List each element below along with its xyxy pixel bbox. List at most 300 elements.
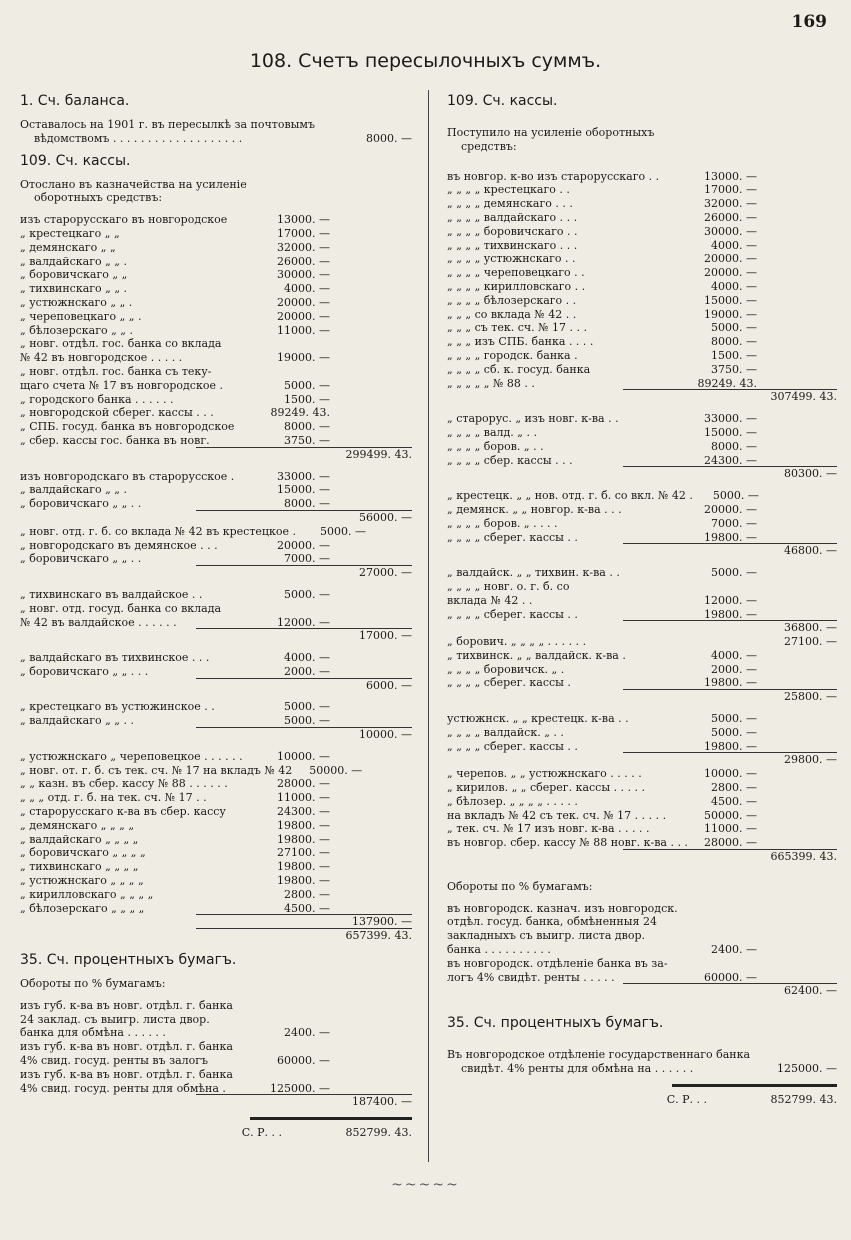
ledger-text: 4% свид. госуд. ренты въ залогъ bbox=[20, 1054, 209, 1068]
ledger-text: „ „ „ отд. г. б. на тек. сч. № 17 . . bbox=[20, 791, 207, 805]
ledger-text: „ демянскаго „ „ bbox=[20, 240, 116, 254]
ledger-line bbox=[20, 470, 412, 484]
ledger-line bbox=[20, 777, 412, 791]
ledger-line bbox=[20, 616, 412, 630]
footer-amount: 852799. 43. bbox=[770, 1092, 837, 1106]
ledger-amount: 10000. — bbox=[277, 749, 330, 763]
ledger-amount: 11000. — bbox=[277, 323, 330, 337]
group-total: 665399. 43. bbox=[447, 850, 837, 864]
ledger-text: „ „ „ изъ СПБ. банка . . . . bbox=[447, 335, 594, 349]
ledger-text: устюжнск. „ „ крестецк. к-ва . . bbox=[447, 712, 629, 726]
ledger-amount: 5000. — bbox=[284, 378, 330, 392]
ledger-text: „ череповецкаго „ „ . bbox=[20, 309, 142, 323]
ledger-text: „ „ „ „ демянскаго . . . bbox=[447, 197, 573, 211]
ledger-text: „ бѣлозер. „ „ „ „ . . . . . bbox=[447, 794, 578, 808]
ledger-amount: 19800. — bbox=[704, 530, 757, 544]
ledger-text: „ новг. отд. г. б. со вклада № 42 въ крестецкое . bbox=[20, 524, 297, 538]
ledger-text: „ валдайскаго „ „ . bbox=[20, 254, 127, 268]
ledger-amount bbox=[260, 365, 330, 379]
ledger-text: Оставалось на 1901 г. въ пересылкѣ за почтовымъ bbox=[20, 118, 315, 131]
ledger-text: логъ 4% свидѣт. ренты . . . . . bbox=[447, 970, 615, 984]
column-divider bbox=[428, 90, 429, 1162]
ledger-text: „ валдайск. „ „ тихвин. к-ва . . bbox=[447, 566, 620, 580]
double-rule bbox=[672, 1084, 837, 1087]
ledger-amount: 8000. — bbox=[711, 439, 757, 453]
ledger-text: „ „ „ „ сб. к. госуд. банка bbox=[447, 362, 591, 376]
ledger-text: „ „ „ „ сберег. кассы . . bbox=[447, 607, 578, 621]
ledger-amount: 20000. — bbox=[277, 309, 330, 323]
ledger-text: „ городского банка . . . . . . bbox=[20, 392, 174, 406]
ledger-text: „ боровичскаго „ „ bbox=[20, 268, 128, 282]
ledger-line bbox=[447, 225, 837, 239]
ledger-line bbox=[447, 902, 837, 916]
right-column bbox=[447, 92, 837, 1107]
ledger-amount: 125000. — bbox=[270, 1081, 330, 1095]
ledger-text: „ „ казн. въ сбер. кассу № 88 . . . . . . bbox=[20, 777, 228, 791]
ledger-amount: 89249. 43. bbox=[697, 376, 757, 390]
ledger-amount bbox=[691, 957, 757, 971]
ledger-amount: 8000. — bbox=[711, 335, 757, 349]
ledger-amount bbox=[260, 337, 330, 351]
ledger-amount: 19800. — bbox=[704, 739, 757, 753]
ornament-divider: ~~~~~ bbox=[391, 1177, 460, 1193]
ledger-line bbox=[447, 517, 837, 531]
ledger-line bbox=[20, 132, 412, 146]
ledger-text: изъ новгородскаго въ старорусское . bbox=[20, 469, 235, 483]
ledger-amount: 2800. — bbox=[711, 781, 757, 795]
ledger-text: „ новгородскаго въ демянское . . . bbox=[20, 538, 218, 552]
ledger-text: „ „ „ „ новг. о. г. б. со bbox=[447, 579, 570, 593]
ledger-text: „ старорус. „ изъ новг. к-ва . . bbox=[447, 412, 619, 426]
ledger-line bbox=[447, 426, 837, 440]
ledger-text: „ кирилловскаго „ „ „ „ bbox=[20, 887, 154, 901]
ledger-amount: 4000. — bbox=[711, 238, 757, 252]
ledger-line bbox=[20, 379, 412, 393]
ledger-line bbox=[447, 822, 837, 836]
ledger-line bbox=[447, 531, 837, 545]
ledger-line bbox=[447, 183, 837, 197]
ledger-amount: 20000. — bbox=[704, 266, 757, 280]
ledger-line bbox=[20, 665, 412, 679]
ledger-line bbox=[20, 213, 412, 227]
ledger-amount: 4500. — bbox=[711, 794, 757, 808]
ledger-text: Обороты по % бумагамъ: bbox=[20, 977, 166, 991]
ledger-line bbox=[20, 1082, 412, 1096]
ledger-text: 4% свид. госуд. ренты для обмѣна . bbox=[20, 1081, 226, 1095]
ledger-amount: 19800. — bbox=[704, 607, 757, 621]
ledger-text: „ „ „ со вклада № 42 . . bbox=[447, 307, 577, 321]
page-footer-total bbox=[447, 1093, 837, 1107]
ledger-line bbox=[20, 888, 412, 902]
ledger-text: „ новгородской сберег. кассы . . . bbox=[20, 406, 214, 420]
group-total: 187400. — bbox=[20, 1095, 412, 1109]
footer-label: С. Р. . . bbox=[666, 1092, 707, 1106]
ledger-line bbox=[447, 676, 837, 690]
ledger-line bbox=[447, 294, 837, 308]
ledger-line bbox=[447, 321, 837, 335]
ledger-line bbox=[20, 700, 412, 714]
ledger-line bbox=[447, 489, 837, 503]
group-total: 299499. 43. bbox=[20, 448, 412, 462]
ledger-text: „ боровичскаго „ „ „ „ bbox=[20, 846, 146, 860]
group-total: 56000. — bbox=[20, 511, 412, 525]
section-heading: 109. Сч. кассы. bbox=[447, 93, 558, 109]
ledger-text: „ тек. сч. № 17 изъ новг. к-ва . . . . . bbox=[447, 822, 650, 836]
ledger-text: вклада № 42 . . bbox=[447, 593, 533, 607]
ledger-amount: 5000. — bbox=[711, 725, 757, 739]
ledger-line bbox=[20, 227, 412, 241]
ledger-amount: 13000. — bbox=[704, 169, 757, 183]
ledger-line bbox=[447, 767, 837, 781]
footer-amount: 852799. 43. bbox=[345, 1126, 412, 1140]
ledger-amount: 12000. — bbox=[277, 615, 330, 629]
ledger-amount: 20000. — bbox=[704, 502, 757, 516]
section-heading: 1. Сч. баланса. bbox=[20, 93, 130, 109]
ledger-line bbox=[20, 324, 412, 338]
ledger-line bbox=[447, 454, 837, 468]
ledger-amount: 60000. — bbox=[704, 970, 757, 984]
page-number: 169 bbox=[791, 12, 827, 32]
ledger-amount: 60000. — bbox=[277, 1054, 330, 1068]
ledger-line bbox=[20, 602, 412, 616]
ledger-line bbox=[447, 957, 837, 971]
ledger-amount: 4000. — bbox=[284, 651, 330, 665]
ledger-amount bbox=[260, 602, 330, 616]
ledger-line bbox=[20, 1068, 412, 1082]
ledger-amount: 11000. — bbox=[277, 791, 330, 805]
ledger-line bbox=[20, 846, 412, 860]
ledger-amount: 3750. — bbox=[284, 433, 330, 447]
ledger-line bbox=[447, 503, 837, 517]
ledger-text: „ валдайскаго „ „ „ „ bbox=[20, 832, 139, 846]
ledger-text: „ бѣлозерскаго „ „ „ „ bbox=[20, 901, 145, 915]
ledger-text: № 42 въ валдайское . . . . . . bbox=[20, 615, 177, 629]
ledger-amount: 89249. 43. bbox=[270, 406, 330, 420]
ledger-text: „ сбер. кассы гос. банка въ новг. bbox=[20, 433, 210, 447]
page-title: 108. Счетъ пересылочныхъ суммъ. bbox=[249, 50, 602, 72]
ledger-amount: 5000. — bbox=[320, 524, 367, 538]
ledger-text: Отослано въ казначейства на усиленіе bbox=[20, 177, 247, 191]
ledger-line bbox=[20, 497, 412, 511]
ledger-amount bbox=[691, 915, 757, 929]
ledger-line bbox=[447, 608, 837, 622]
ledger-line bbox=[20, 296, 412, 310]
ledger-amount bbox=[260, 999, 330, 1013]
section-heading: 35. Сч. процентныхъ бумагъ. bbox=[447, 1015, 664, 1032]
ledger-text: „ „ „ „ боровичск. „ . bbox=[447, 662, 565, 676]
ledger-text: „ тихвинскаго „ „ . bbox=[20, 282, 128, 296]
ledger-line bbox=[20, 552, 412, 566]
ledger-line bbox=[20, 241, 412, 255]
ledger-line bbox=[20, 268, 412, 282]
ledger-text: „ устюжнскаго „ череповецкое . . . . . . bbox=[20, 749, 243, 763]
group-total: 29800. — bbox=[447, 753, 837, 767]
ledger-line bbox=[20, 1026, 412, 1040]
ledger-text: „ „ „ „ череповецкаго . . bbox=[447, 266, 585, 280]
ledger-amount: 2000. — bbox=[284, 664, 330, 678]
ledger-text: „ боровичскаго „ „ . . . bbox=[20, 664, 149, 678]
ledger-line bbox=[447, 566, 837, 580]
ledger-line bbox=[447, 712, 837, 726]
ledger-amount: 33000. — bbox=[277, 469, 330, 483]
ledger-line bbox=[20, 874, 412, 888]
ledger-text: „ „ „ „ тихвинскаго . . . bbox=[447, 238, 578, 252]
ledger-line bbox=[20, 999, 412, 1013]
ledger-line bbox=[447, 377, 837, 391]
ledger-amount: 5000. — bbox=[284, 587, 330, 601]
ledger-amount: 125000. — bbox=[777, 1062, 837, 1076]
ledger-line bbox=[447, 266, 837, 280]
ledger-amount: 27100. — bbox=[277, 846, 330, 860]
section-heading: 109. Сч. кассы. bbox=[20, 152, 131, 169]
ledger-text: „ новг. отдѣл. гос. банка со вклада bbox=[20, 337, 222, 351]
ledger-line bbox=[447, 308, 837, 322]
ledger-amount: 5000. — bbox=[711, 321, 757, 335]
ledger-amount: 8000. — bbox=[366, 131, 412, 145]
ledger-text: „ крестецкаго въ устюжинское . . bbox=[20, 700, 215, 714]
ledger-amount: 5000. — bbox=[711, 566, 757, 580]
ledger-text: закладныхъ съ выигр. листа двор. bbox=[447, 929, 646, 943]
left-column bbox=[20, 92, 412, 1140]
group-total: 307499. 43. bbox=[447, 390, 837, 404]
ledger-line bbox=[20, 902, 412, 916]
ledger-line bbox=[447, 335, 837, 349]
ledger-text: свидѣт. 4% ренты для обмѣна на . . . . . . bbox=[461, 1062, 694, 1076]
group-total: 36800. — bbox=[447, 621, 837, 635]
ledger-line bbox=[447, 412, 837, 426]
ledger-line bbox=[20, 310, 412, 324]
ledger-amount: 33000. — bbox=[704, 412, 757, 426]
ledger-line bbox=[20, 764, 412, 778]
ledger-line bbox=[447, 252, 837, 266]
ledger-text: „ „ „ „ устюжнскаго . . bbox=[447, 252, 576, 266]
ledger-amount: 5000. — bbox=[711, 712, 757, 726]
ledger-amount: 19800. — bbox=[704, 676, 757, 690]
ledger-line bbox=[20, 714, 412, 728]
ledger-text: „ „ „ „ боровичскаго . . bbox=[447, 224, 578, 238]
ledger-line bbox=[20, 588, 412, 602]
ledger-line bbox=[447, 239, 837, 253]
ledger-text: банка . . . . . . . . . . bbox=[447, 943, 551, 957]
ledger-line bbox=[20, 539, 412, 553]
ledger-line bbox=[447, 971, 837, 985]
ledger-text: „ СПБ. госуд. банка въ новгородское bbox=[20, 420, 235, 434]
ledger-amount: 15000. — bbox=[704, 293, 757, 307]
ledger-line bbox=[20, 255, 412, 269]
ledger-text: „ новг. отд. госуд. банка со вклада bbox=[20, 601, 222, 615]
ledger-line bbox=[447, 440, 837, 454]
ledger-text: „ „ „ съ тек. сч. № 17 . . . bbox=[447, 321, 588, 335]
ledger-text: изъ губ. к-ва въ новг. отдѣл. г. банка bbox=[20, 1067, 233, 1081]
group-total: 6000. — bbox=[20, 679, 412, 693]
ledger-text: „ „ „ „ „ № 88 . . bbox=[447, 376, 535, 390]
ledger-text: „ „ „ „ валдайск. „ . . bbox=[447, 725, 564, 739]
ledger-text: „ „ „ „ боров. „ . . bbox=[447, 439, 544, 453]
ledger-text: въ новгородск. отдѣленіе банка въ за- bbox=[447, 956, 668, 970]
ledger-line bbox=[447, 197, 837, 211]
ledger-text: банка для обмѣна . . . . . . bbox=[20, 1026, 166, 1040]
ledger-line bbox=[447, 649, 837, 663]
ledger-amount: 20000. — bbox=[277, 295, 330, 309]
ledger-line bbox=[447, 580, 837, 594]
ledger-amount: 19800. — bbox=[277, 860, 330, 874]
ledger-amount: 8000. — bbox=[284, 420, 330, 434]
group-total: 25800. — bbox=[447, 690, 837, 704]
ledger-amount bbox=[691, 929, 757, 943]
ledger-text: „ „ „ „ валд. „ . . bbox=[447, 425, 537, 439]
ledger-amount: 13000. — bbox=[277, 213, 330, 227]
ledger-text: „ „ „ „ бѣлозерскаго . . bbox=[447, 293, 577, 307]
ledger-line bbox=[447, 943, 837, 957]
ledger-text: „ „ „ „ сберег. кассы . bbox=[447, 676, 571, 690]
ledger-line bbox=[20, 860, 412, 874]
ledger-amount: 17000. — bbox=[277, 226, 330, 240]
ledger-amount: 50000. — bbox=[704, 808, 757, 822]
ledger-text: „ боровичскаго „ „ . . bbox=[20, 497, 142, 511]
ledger-amount bbox=[260, 1068, 330, 1082]
ledger-amount: 32000. — bbox=[277, 240, 330, 254]
ledger-text: „ борович. „ „ „ „ . . . . . . bbox=[447, 635, 587, 649]
ledger-line bbox=[20, 393, 412, 407]
ledger-amount: 12000. — bbox=[704, 593, 757, 607]
ledger-line bbox=[20, 483, 412, 497]
ledger-line bbox=[447, 363, 837, 377]
section-heading: 35. Сч. процентныхъ бумагъ. bbox=[20, 952, 237, 969]
ledger-text: „ старорусскаго к-ва въ сбер. кассу bbox=[20, 805, 226, 819]
ledger-text: 24 заклад. съ выигр. листа двор. bbox=[20, 1012, 210, 1026]
ledger-text: № 42 въ новгородское . . . . . bbox=[20, 351, 183, 365]
ledger-text: „ крестецкаго „ „ bbox=[20, 226, 120, 240]
ledger-text: „ „ „ „ кирилловскаго . . bbox=[447, 279, 586, 293]
ledger-line bbox=[447, 915, 837, 929]
ledger-line bbox=[20, 805, 412, 819]
ledger-line bbox=[20, 1054, 412, 1068]
ledger-text: „ демянск. „ „ новгор. к-ва . . . bbox=[447, 502, 622, 516]
ledger-amount: 4500. — bbox=[284, 901, 330, 915]
ledger-line bbox=[20, 420, 412, 434]
ledger-amount: 5000. — bbox=[284, 700, 330, 714]
ledger-amount: 26000. — bbox=[277, 254, 330, 268]
ledger-amount: 24300. — bbox=[704, 453, 757, 467]
ledger-line bbox=[447, 929, 837, 943]
ledger-text: „ „ „ „ валдайскаго . . . bbox=[447, 210, 578, 224]
ledger-amount: 32000. — bbox=[704, 197, 757, 211]
ledger-amount: 24300. — bbox=[277, 805, 330, 819]
ledger-text: средствъ: bbox=[461, 139, 517, 153]
ledger-line bbox=[20, 365, 412, 379]
ledger-amount: 1500. — bbox=[284, 392, 330, 406]
ledger-line bbox=[20, 525, 412, 539]
group-total: 80300. — bbox=[447, 467, 837, 481]
ledger-line bbox=[20, 819, 412, 833]
ledger-line bbox=[447, 349, 837, 363]
ledger-amount: 4000. — bbox=[711, 279, 757, 293]
ledger-text: въ новгородск. казнач. изъ новгородск. bbox=[447, 901, 678, 915]
ledger-text: изъ старорусскаго въ новгородское bbox=[20, 213, 228, 227]
ledger-amount: 28000. — bbox=[277, 777, 330, 791]
ledger-amount: 19800. — bbox=[277, 818, 330, 832]
ledger-amount: 2000. — bbox=[711, 662, 757, 676]
group-total: 27000. — bbox=[20, 566, 412, 580]
page-footer-total bbox=[20, 1126, 412, 1140]
footer-label: С. Р. . . bbox=[241, 1126, 282, 1140]
ledger-text: „ устюжнскаго „ „ „ „ bbox=[20, 874, 144, 888]
ledger-text: „ крестецк. „ „ нов. отд. г. б. со вкл. № 42 . bbox=[447, 489, 693, 503]
ledger-amount: 19000. — bbox=[277, 351, 330, 365]
ledger-text: Поступило на усиленіе оборотныхъ bbox=[447, 126, 655, 139]
ledger-text: „ демянскаго „ „ „ „ bbox=[20, 818, 135, 832]
group-total: 137900. — bbox=[20, 915, 412, 929]
ledger-amount: 19800. — bbox=[277, 874, 330, 888]
ledger-text: „ „ „ „ сберег. кассы . . bbox=[447, 739, 578, 753]
ledger-line bbox=[20, 651, 412, 665]
ledger-amount: 11000. — bbox=[704, 822, 757, 836]
ledger-line bbox=[20, 1040, 412, 1054]
ledger-text: „ „ „ „ сберег. кассы . . bbox=[447, 530, 578, 544]
ledger-line bbox=[447, 836, 837, 850]
ledger-amount: 26000. — bbox=[704, 210, 757, 224]
ledger-text: изъ губ. к-ва въ новг. отдѣл. г. банка bbox=[20, 998, 233, 1012]
ledger-amount bbox=[260, 1013, 330, 1027]
ledger-text: оборотныхъ средствъ: bbox=[34, 191, 163, 205]
ledger-amount: 27100. — bbox=[784, 635, 837, 649]
ledger-line bbox=[447, 663, 837, 677]
ledger-line bbox=[20, 406, 412, 420]
group-total: 62400. — bbox=[447, 984, 837, 998]
ledger-amount: 2400. — bbox=[284, 1026, 330, 1040]
ledger-amount: 10000. — bbox=[704, 767, 757, 781]
ledger-amount: 2800. — bbox=[284, 887, 330, 901]
ledger-amount bbox=[260, 1040, 330, 1054]
ledger-text: „ валдайскаго „ „ . . bbox=[20, 714, 134, 728]
ledger-line bbox=[20, 434, 412, 448]
ledger-text: „ „ „ „ крестецкаго . . bbox=[447, 183, 570, 197]
ledger-amount: 3750. — bbox=[711, 362, 757, 376]
ledger-amount: 50000. — bbox=[309, 763, 363, 777]
ledger-line bbox=[20, 337, 412, 351]
double-rule bbox=[250, 1117, 412, 1120]
ledger-amount: 30000. — bbox=[704, 224, 757, 238]
ledger-text: „ „ „ „ боров. „ . . . . bbox=[447, 516, 558, 530]
ledger-text: щаго счета № 17 въ новгородское . bbox=[20, 378, 223, 392]
ledger-line bbox=[447, 781, 837, 795]
ledger-text: Обороты по % бумагамъ: bbox=[447, 879, 593, 893]
group-total: 46800. — bbox=[447, 544, 837, 558]
ledger-amount: 5000. — bbox=[284, 714, 330, 728]
group-total: 17000. — bbox=[20, 629, 412, 643]
ledger-text: „ тихвинск. „ „ валдайск. к-ва . bbox=[447, 648, 626, 662]
ledger-line bbox=[447, 809, 837, 823]
ledger-line bbox=[447, 795, 837, 809]
ledger-text: въ новгор. сбер. кассу № 88 новг. к-ва . . . bbox=[447, 836, 688, 850]
ledger-amount bbox=[691, 902, 757, 916]
ledger-line bbox=[447, 211, 837, 225]
ledger-text: „ тихвинскаго „ „ „ „ bbox=[20, 860, 139, 874]
ledger-line bbox=[447, 280, 837, 294]
ledger-amount: 7000. — bbox=[284, 552, 330, 566]
ledger-amount: 17000. — bbox=[704, 183, 757, 197]
ledger-line bbox=[447, 726, 837, 740]
ledger-line bbox=[20, 1013, 412, 1027]
ledger-amount: 2400. — bbox=[711, 943, 757, 957]
ledger-text: „ новг. отдѣл. гос. банка съ теку- bbox=[20, 364, 212, 378]
ledger-amount: 28000. — bbox=[704, 836, 757, 850]
ledger-text: „ валдайскаго „ „ . bbox=[20, 483, 127, 497]
ledger-text: „ кирилов. „ „ сберег. кассы . . . . . bbox=[447, 781, 646, 795]
ledger-text: въ новгор. к-во изъ старорусскаго . . bbox=[447, 169, 660, 183]
grand-total: 657399. 43. bbox=[20, 929, 412, 943]
ledger-text: „ новг. от. г. б. съ тек. сч. № 17 на вкладъ № 42 bbox=[20, 763, 293, 777]
